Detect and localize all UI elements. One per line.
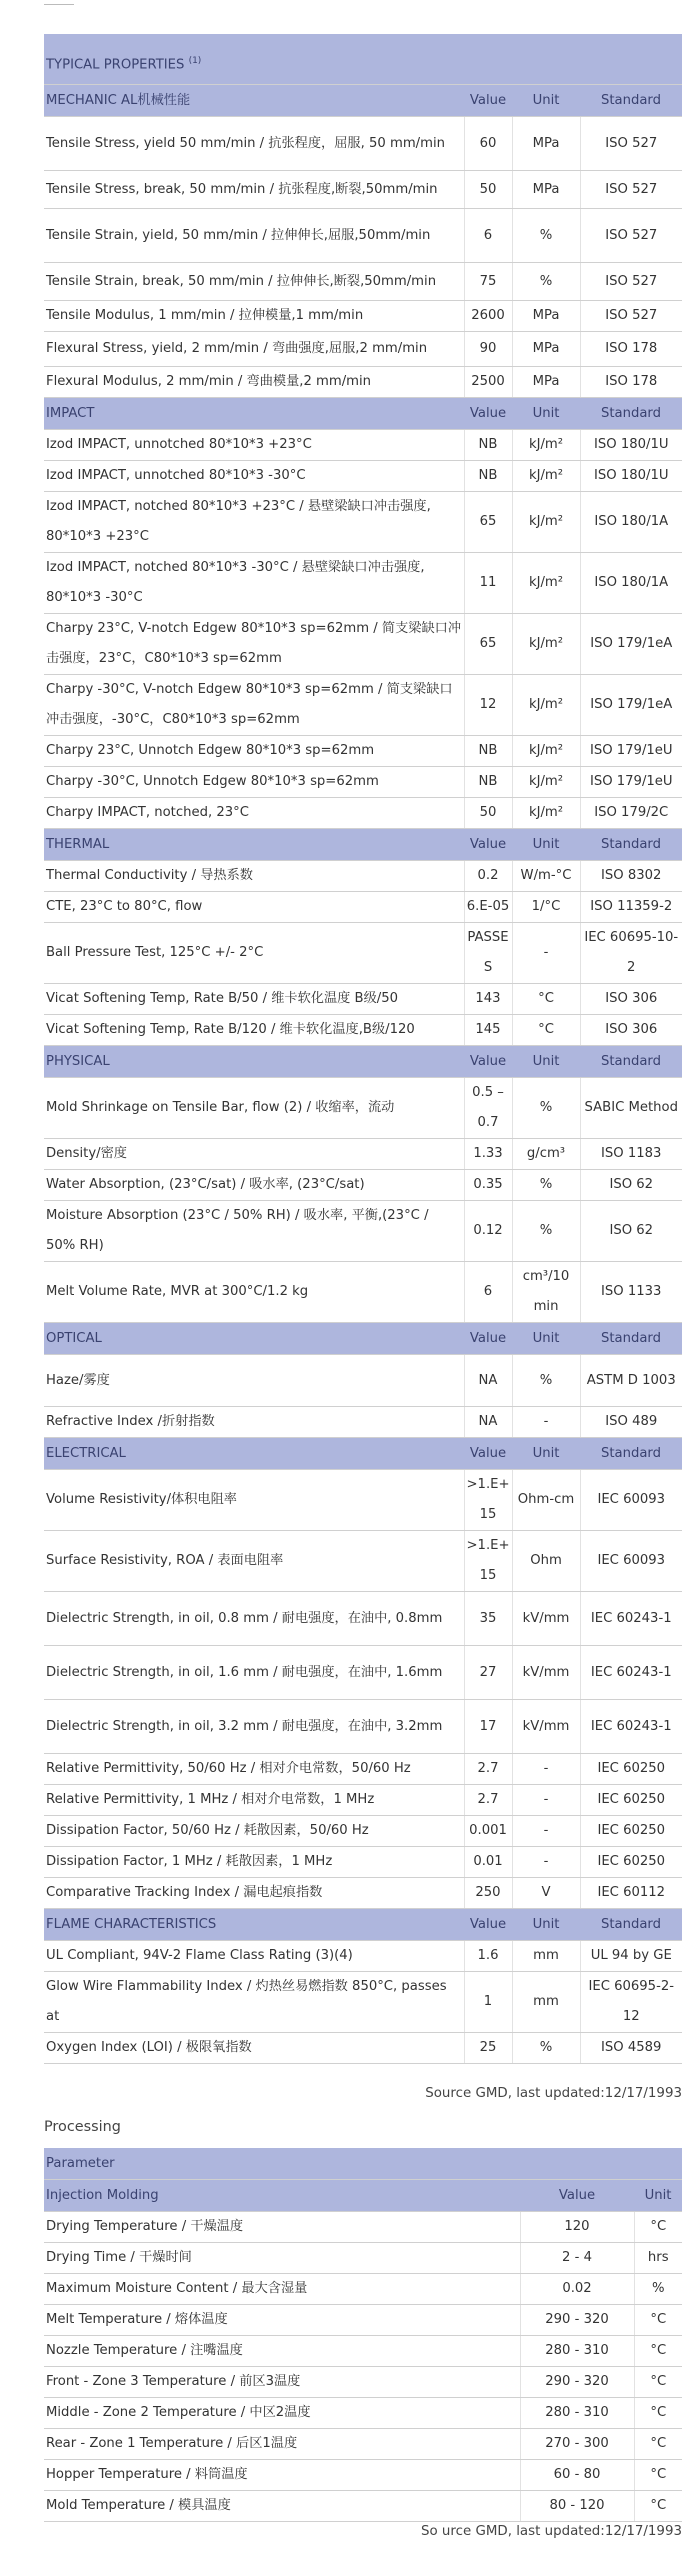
property-name: Relative Permittivity, 1 MHz / 相对介电常数，1 MHz [44,1785,464,1816]
property-standard: IEC 60695-10-2 [580,923,682,984]
property-standard: IEC 60250 [580,1785,682,1816]
property-name: Tensile Modulus, 1 mm/min / 拉伸模量,1 mm/min [44,301,464,332]
processing-parameter-name: Drying Temperature / 干燥温度 [44,2212,520,2243]
property-value: 2.7 [464,1785,512,1816]
property-name: Charpy -30°C, V-notch Edgew 80*10*3 sp=62mm / 简支梁缺口冲击强度，-30°C，C80*10*3 sp=62mm [44,675,464,736]
property-name: Water Absorption, (23°C/sat) / 吸水率, (23°C/sat) [44,1170,464,1201]
section-name: MECHANIC AL机械性能 [44,85,464,117]
property-unit: kJ/m² [512,736,580,767]
section-name: ELECTRICAL [44,1438,464,1470]
processing-value: 290 - 320 [520,2305,634,2336]
property-value: NB [464,461,512,492]
property-unit: MPa [512,367,580,398]
property-name: UL Compliant, 94V-2 Flame Class Rating (3)(4) [44,1941,464,1972]
property-row [44,367,682,398]
property-unit: kJ/m² [512,614,580,675]
property-standard: IEC 60243-1 [580,1592,682,1646]
property-name: Melt Volume Rate, MVR at 300°C/1.2 kg [44,1262,464,1323]
property-name: Tensile Stress, break, 50 mm/min / 抗张程度,断裂,50mm/min [44,171,464,209]
properties-title-text: TYPICAL PROPERTIES [46,57,185,73]
processing-unit: °C [634,2212,682,2243]
property-unit: MPa [512,301,580,332]
property-standard: IEC 60250 [580,1816,682,1847]
column-header-standard: Standard [580,1323,682,1355]
property-row [44,1646,682,1700]
processing-parameter-name: Hopper Temperature / 料筒温度 [44,2460,520,2491]
property-standard: ISO 180/1A [580,492,682,553]
property-unit: kJ/m² [512,675,580,736]
property-unit: W/m-°C [512,861,580,892]
column-header-standard: Standard [580,85,682,117]
property-row [44,1201,682,1262]
property-unit: Ohm-cm [512,1470,580,1531]
property-value: 50 [464,798,512,829]
previous-section-edge [44,0,74,5]
processing-unit: °C [634,2305,682,2336]
property-value: 60 [464,117,512,171]
property-name: Izod IMPACT, notched 80*10*3 +23°C / 悬壁梁缺口冲击强度, 80*10*3 +23°C [44,492,464,553]
property-unit: g/cm³ [512,1139,580,1170]
property-standard: ISO 179/1eU [580,767,682,798]
property-unit: % [512,263,580,301]
property-name: Relative Permittivity, 50/60 Hz / 相对介电常数，50/60 Hz [44,1754,464,1785]
column-header-unit: Unit [512,85,580,117]
property-name: Vicat Softening Temp, Rate B/120 / 维卡软化温度,B级/120 [44,1015,464,1046]
column-header-unit: Unit [512,398,580,430]
processing-value: 280 - 310 [520,2398,634,2429]
processing-unit: °C [634,2429,682,2460]
property-value: 17 [464,1700,512,1754]
processing-parameter-name: Rear - Zone 1 Temperature / 后区1温度 [44,2429,520,2460]
processing-row [44,2491,682,2522]
property-value: 0.01 [464,1847,512,1878]
processing-value: 270 - 300 [520,2429,634,2460]
properties-title-row [44,34,682,85]
property-name: Tensile Strain, yield, 50 mm/min / 拉伸伸长,屈服,50mm/min [44,209,464,263]
property-standard: IEC 60243-1 [580,1646,682,1700]
property-unit: Ohm [512,1531,580,1592]
property-standard: ISO 489 [580,1407,682,1438]
processing-parameter-name: Drying Time / 干燥时间 [44,2243,520,2274]
property-row [44,1170,682,1201]
processing-parameter-name: Nozzle Temperature / 注嘴温度 [44,2336,520,2367]
processing-table [44,2148,682,2522]
column-header-standard: Standard [580,1909,682,1941]
property-row [44,2033,682,2064]
property-unit: % [512,1078,580,1139]
property-name: Charpy -30°C, Unnotch Edgew 80*10*3 sp=62mm [44,767,464,798]
property-name: Dissipation Factor, 1 MHz / 耗散因素，1 MHz [44,1847,464,1878]
property-unit: V [512,1878,580,1909]
property-row [44,1531,682,1592]
property-unit: - [512,1785,580,1816]
property-value: 27 [464,1646,512,1700]
section-name: FLAME CHARACTERISTICS [44,1909,464,1941]
property-value: 0.001 [464,1816,512,1847]
processing-value: 60 - 80 [520,2460,634,2491]
processing-value: 280 - 310 [520,2336,634,2367]
property-name: Oxygen Index (LOI) / 极限氧指数 [44,2033,464,2064]
property-unit: °C [512,984,580,1015]
processing-unit: °C [634,2336,682,2367]
property-row [44,1139,682,1170]
processing-section-name: Injection Molding [44,2180,520,2212]
processing-row [44,2398,682,2429]
property-standard: ISO 8302 [580,861,682,892]
property-unit: mm [512,1941,580,1972]
property-row [44,1592,682,1646]
processing-unit: hrs [634,2243,682,2274]
property-value: 2.7 [464,1754,512,1785]
property-value: >1.E+15 [464,1470,512,1531]
property-unit: - [512,1847,580,1878]
properties-source-note: Source GMD, last updated:12/17/1993 [425,2086,682,2101]
property-standard: IEC 60243-1 [580,1700,682,1754]
property-row [44,614,682,675]
processing-row [44,2429,682,2460]
property-standard: ISO 306 [580,984,682,1015]
section-header-row [44,1438,682,1470]
property-value: 6 [464,1262,512,1323]
property-row [44,798,682,829]
column-header-unit: Unit [512,1323,580,1355]
property-name: Volume Resistivity/体积电阻率 [44,1470,464,1531]
processing-row [44,2274,682,2305]
property-name: Tensile Stress, yield 50 mm/min / 抗张程度，屈服, 50 mm/min [44,117,464,171]
column-header-standard: Standard [580,1046,682,1078]
property-standard: ISO 4589 [580,2033,682,2064]
property-row [44,1407,682,1438]
property-name: Moisture Absorption (23°C / 50% RH) / 吸水率, 平衡,(23°C / 50% RH) [44,1201,464,1262]
property-standard: ASTM D 1003 [580,1355,682,1407]
section-name: THERMAL [44,829,464,861]
property-name: Ball Pressure Test, 125°C +/- 2°C [44,923,464,984]
property-standard: IEC 60093 [580,1531,682,1592]
properties-title [44,34,682,85]
property-row [44,117,682,171]
property-standard: ISO 527 [580,301,682,332]
property-standard: ISO 178 [580,332,682,367]
property-value: 250 [464,1878,512,1909]
property-value: 65 [464,614,512,675]
property-row [44,736,682,767]
property-unit: kJ/m² [512,430,580,461]
property-unit: kJ/m² [512,461,580,492]
property-standard: ISO 306 [580,1015,682,1046]
property-row [44,1941,682,1972]
processing-value: 2 - 4 [520,2243,634,2274]
property-unit: % [512,1355,580,1407]
property-row [44,861,682,892]
property-row [44,461,682,492]
column-header-value: Value [464,1323,512,1355]
property-unit: MPa [512,332,580,367]
property-name: Dielectric Strength, in oil, 0.8 mm / 耐电强度，在油中, 0.8mm [44,1592,464,1646]
property-name: Izod IMPACT, notched 80*10*3 -30°C / 悬壁梁缺口冲击强度, 80*10*3 -30°C [44,553,464,614]
property-row [44,1816,682,1847]
column-header-standard: Standard [580,829,682,861]
processing-value: 290 - 320 [520,2367,634,2398]
section-header-row [44,1909,682,1941]
property-name: Dielectric Strength, in oil, 3.2 mm / 耐电强度，在油中, 3.2mm [44,1700,464,1754]
processing-parameter-name: Middle - Zone 2 Temperature / 中区2温度 [44,2398,520,2429]
property-standard: ISO 527 [580,209,682,263]
property-unit: % [512,1201,580,1262]
property-name: Charpy IMPACT, notched, 23°C [44,798,464,829]
property-name: Vicat Softening Temp, Rate B/50 / 维卡软化温度 B级/50 [44,984,464,1015]
processing-value: 80 - 120 [520,2491,634,2522]
processing-row [44,2212,682,2243]
property-name: Flexural Modulus, 2 mm/min / 弯曲模量,2 mm/min [44,367,464,398]
property-name: Comparative Tracking Index / 漏电起痕指数 [44,1878,464,1909]
property-value: 25 [464,2033,512,2064]
property-value: NB [464,767,512,798]
processing-unit: °C [634,2460,682,2491]
property-standard: UL 94 by GE [580,1941,682,1972]
property-row [44,1878,682,1909]
property-value: 1 [464,1972,512,2033]
section-header-row [44,829,682,861]
property-value: 1.33 [464,1139,512,1170]
property-row [44,1785,682,1816]
property-unit: kJ/m² [512,492,580,553]
property-unit: °C [512,1015,580,1046]
property-value: 145 [464,1015,512,1046]
property-row [44,332,682,367]
property-name: Charpy 23°C, V-notch Edgew 80*10*3 sp=62mm / 简支梁缺口冲击强度，23°C，C80*10*3 sp=62mm [44,614,464,675]
property-value: NB [464,736,512,767]
property-standard: IEC 60093 [580,1470,682,1531]
property-value: 1.6 [464,1941,512,1972]
processing-unit: °C [634,2398,682,2429]
property-value: NB [464,430,512,461]
property-row [44,1972,682,2033]
processing-source-note: So urce GMD, last updated:12/17/1993 [420,2524,682,2539]
property-row [44,301,682,332]
section-name: PHYSICAL [44,1046,464,1078]
property-standard: IEC 60250 [580,1847,682,1878]
property-value: 0.12 [464,1201,512,1262]
property-value: 0.35 [464,1170,512,1201]
property-row [44,984,682,1015]
property-name: Flexural Stress, yield, 2 mm/min / 弯曲强度,屈服,2 mm/min [44,332,464,367]
processing-row [44,2460,682,2491]
property-row [44,430,682,461]
property-unit: kJ/m² [512,553,580,614]
section-header-row [44,1323,682,1355]
section-name: IMPACT [44,398,464,430]
property-value: 50 [464,171,512,209]
property-standard: ISO 11359-2 [580,892,682,923]
processing-parameter-name: Melt Temperature / 熔体温度 [44,2305,520,2336]
property-standard: ISO 527 [580,263,682,301]
processing-parameter-name: Front - Zone 3 Temperature / 前区3温度 [44,2367,520,2398]
property-unit: mm [512,1972,580,2033]
property-unit: cm³/10 min [512,1262,580,1323]
property-row [44,767,682,798]
property-standard: ISO 179/1eA [580,614,682,675]
property-standard: ISO 62 [580,1201,682,1262]
column-header-unit: Unit [512,1438,580,1470]
property-value: 90 [464,332,512,367]
property-value: 6.E-05 [464,892,512,923]
property-unit: MPa [512,171,580,209]
property-unit: kV/mm [512,1700,580,1754]
property-row [44,1847,682,1878]
typical-properties-table [44,34,682,2064]
property-unit: - [512,1407,580,1438]
property-unit: kJ/m² [512,798,580,829]
property-name: Glow Wire Flammability Index / 灼热丝易燃指数 850°C, passes at [44,1972,464,2033]
property-name: Haze/雾度 [44,1355,464,1407]
column-header-value: Value [464,1438,512,1470]
processing-unit: % [634,2274,682,2305]
property-value: 35 [464,1592,512,1646]
column-header-value: Value [464,398,512,430]
property-unit: kV/mm [512,1646,580,1700]
processing-row [44,2367,682,2398]
section-header-row [44,398,682,430]
property-standard: ISO 179/2C [580,798,682,829]
property-row [44,1754,682,1785]
property-unit: % [512,1170,580,1201]
property-unit: 1/°C [512,892,580,923]
property-unit: - [512,1754,580,1785]
property-value: NA [464,1355,512,1407]
property-unit: % [512,209,580,263]
column-header-unit: Unit [512,1046,580,1078]
property-unit: - [512,923,580,984]
property-value: >1.E+15 [464,1531,512,1592]
section-header-row [44,1046,682,1078]
property-value: PASSES [464,923,512,984]
property-name: Izod IMPACT, unnotched 80*10*3 -30°C [44,461,464,492]
property-row [44,1015,682,1046]
property-value: 11 [464,553,512,614]
property-standard: ISO 527 [580,171,682,209]
processing-parameter-name: Mold Temperature / 模具温度 [44,2491,520,2522]
processing-row [44,2243,682,2274]
section-name: OPTICAL [44,1323,464,1355]
property-row [44,209,682,263]
property-row [44,1700,682,1754]
property-standard: ISO 180/1U [580,430,682,461]
property-value: 0.2 [464,861,512,892]
processing-section-row [44,2180,682,2212]
property-row [44,492,682,553]
property-row [44,892,682,923]
column-header-unit: Unit [634,2180,682,2212]
processing-row [44,2305,682,2336]
property-row [44,1078,682,1139]
property-standard: SABIC Method [580,1078,682,1139]
column-header-standard: Standard [580,398,682,430]
property-standard: ISO 1183 [580,1139,682,1170]
property-value: 65 [464,492,512,553]
property-name: Dissipation Factor, 50/60 Hz / 耗散因素，50/60 Hz [44,1816,464,1847]
property-name: Thermal Conductivity / 导热系数 [44,861,464,892]
property-value: 75 [464,263,512,301]
column-header-unit: Unit [512,1909,580,1941]
property-row [44,1355,682,1407]
property-value: 0.5 – 0.7 [464,1078,512,1139]
property-standard: ISO 180/1A [580,553,682,614]
property-standard: IEC 60112 [580,1878,682,1909]
column-header-value: Value [464,1909,512,1941]
property-standard: ISO 178 [580,367,682,398]
property-unit: kV/mm [512,1592,580,1646]
property-name: Tensile Strain, break, 50 mm/min / 拉伸伸长,断裂,50mm/min [44,263,464,301]
property-standard: ISO 527 [580,117,682,171]
property-value: 6 [464,209,512,263]
property-row [44,171,682,209]
property-unit: kJ/m² [512,767,580,798]
property-value: 12 [464,675,512,736]
property-name: Dielectric Strength, in oil, 1.6 mm / 耐电强度，在油中, 1.6mm [44,1646,464,1700]
property-standard: IEC 60250 [580,1754,682,1785]
column-header-standard: Standard [580,1438,682,1470]
property-row [44,263,682,301]
property-name: Charpy 23°C, Unnotch Edgew 80*10*3 sp=62mm [44,736,464,767]
property-standard: ISO 62 [580,1170,682,1201]
processing-parameter-header-row [44,2148,682,2180]
property-row [44,923,682,984]
property-value: 2500 [464,367,512,398]
property-name: Izod IMPACT, unnotched 80*10*3 +23°C [44,430,464,461]
property-unit: % [512,2033,580,2064]
property-value: 143 [464,984,512,1015]
property-name: Surface Resistivity, ROA / 表面电阻率 [44,1531,464,1592]
processing-unit: °C [634,2491,682,2522]
property-row [44,675,682,736]
property-row [44,1470,682,1531]
section-header-row [44,85,682,117]
column-header-value: Value [464,85,512,117]
property-name: CTE, 23°C to 80°C, flow [44,892,464,923]
processing-row [44,2336,682,2367]
column-header-unit: Unit [512,829,580,861]
property-value: NA [464,1407,512,1438]
column-header-value: Value [464,829,512,861]
property-name: Mold Shrinkage on Tensile Bar, flow (2) / 收缩率，流动 [44,1078,464,1139]
property-standard: ISO 180/1U [580,461,682,492]
property-row [44,1262,682,1323]
processing-unit: °C [634,2367,682,2398]
property-standard: IEC 60695-2-12 [580,1972,682,2033]
property-standard: ISO 1133 [580,1262,682,1323]
processing-title: Processing [44,2119,121,2135]
property-standard: ISO 179/1eU [580,736,682,767]
processing-value: 120 [520,2212,634,2243]
processing-parameter-name: Maximum Moisture Content / 最大含湿量 [44,2274,520,2305]
property-name: Density/密度 [44,1139,464,1170]
property-standard: ISO 179/1eA [580,675,682,736]
property-value: 2600 [464,301,512,332]
properties-title-footnote: (1) [188,55,202,66]
property-name: Refractive Index /折射指数 [44,1407,464,1438]
property-unit: MPa [512,117,580,171]
column-header-value: Value [520,2180,634,2212]
property-unit: - [512,1816,580,1847]
processing-value: 0.02 [520,2274,634,2305]
processing-parameter-header: Parameter [44,2148,682,2180]
property-row [44,553,682,614]
column-header-value: Value [464,1046,512,1078]
